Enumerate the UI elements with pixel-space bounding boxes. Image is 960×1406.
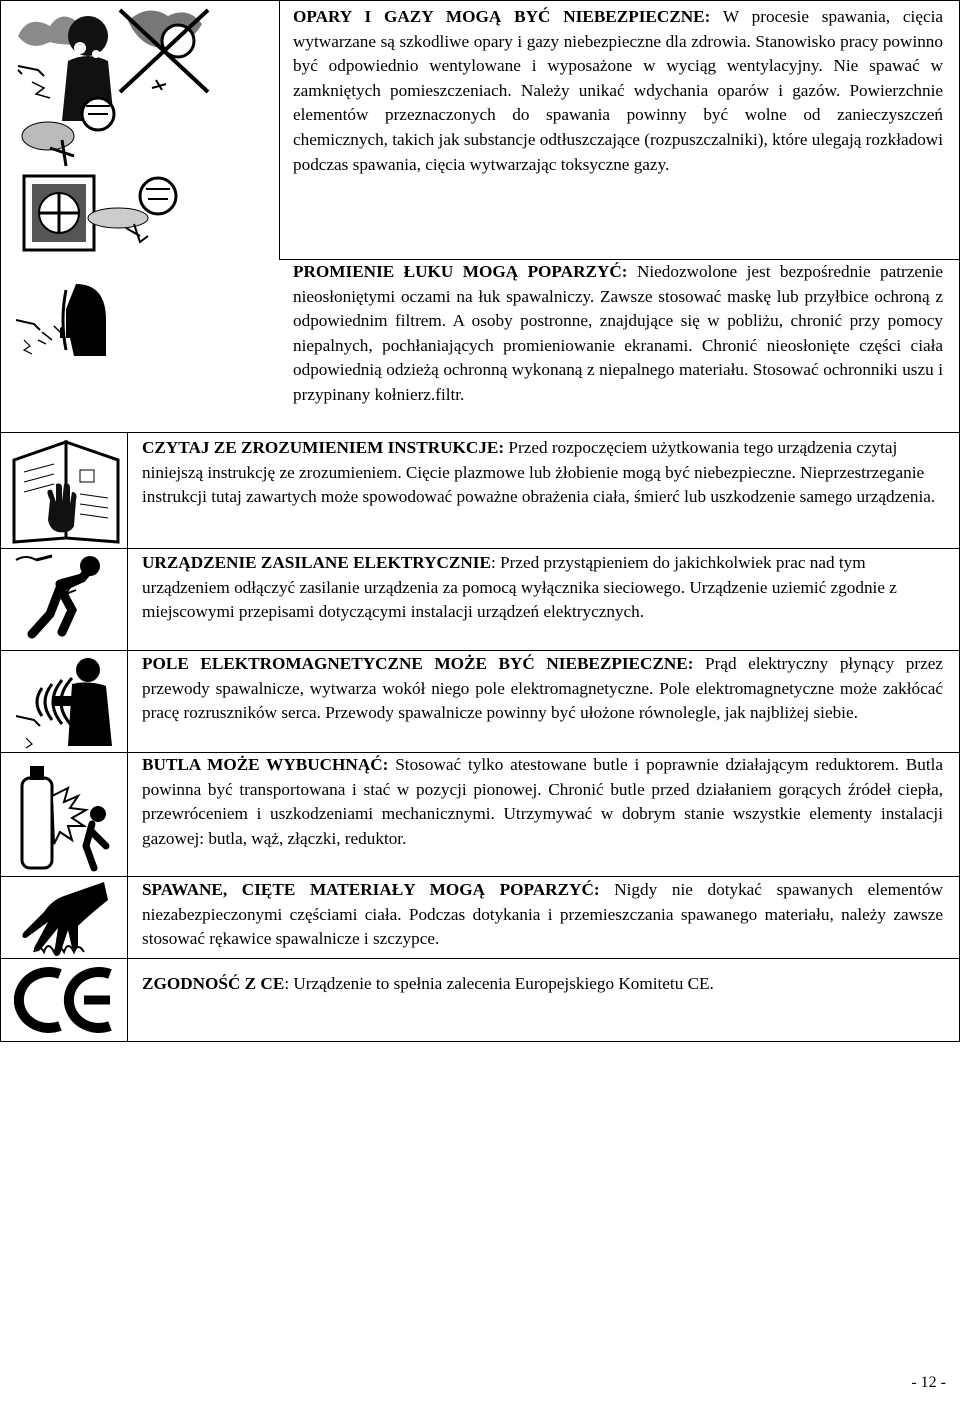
bottom-row-divider [0,650,960,651]
electromagnetic-field-icon [12,654,116,750]
ce-body: : Urządzenie to spełnia zalecenia Europejskiego Komitetu CE. [284,974,714,993]
bottom-row-divider [0,876,960,877]
fumes-body: W procesie spawania, cięcia wytwarzane są szkodliwe opary i gazy niebezpieczne dla zdrowia. Stanowisko pracy powinno być odpowiednio wentylowane i wyposażone w wyciąg wentylacyjny. Nie spawać w zamkniętych pomieszczeniach. Należy unikać wdychania oparów i gazów. Powierzchnie elementów przeznaczonych do spawania powinny być wolne od zanieczyszczeń chemicznych, takich jak substancje odtłuszczające (rozpuszczalniki), które ulegają rozkładowi podczas spawania, cięcia wytwarzając toksyczne gazy. [293,7,943,174]
emf-warning [142,652,943,726]
top-table-divider [279,0,280,260]
read-manual-icon [10,436,122,544]
cylinder-warning [142,753,943,851]
ce-heading: ZGODNOŚĆ Z CE [142,974,285,993]
arc-heading: PROMIENIE ŁUKU MOGĄ POPARZYĆ: [293,262,628,281]
arc-body: Niedozwolone jest bezpośrednie patrzenie nieosłoniętymi oczami na łuk spawalniczy. Zawsze stosować maskę lub przyłbice ochroną z odpowiednim filtrem. A osoby postronne, znajdujące się w pobliżu, chronić przy pomocy niepalnych, pochłaniających promieniowanie ekranami. Chronić nieosłonięte części ciała odpowiednią odzieżą ochronną wykonaną z niepalnego materiału. Stosować ochronniki uszu i przypinany kołnierz.filtr. [293,262,943,404]
hot-body: Nigdy nie dotykać spawanych elementów niezabezpieczonymi częściami ciała. Podczas dotykania i przemieszczania spawanego materiału, należy zawsze stosować rękawice spawalnicze i szczypce. [142,880,943,949]
arc-warning [293,260,943,408]
cylinder-heading: BUTLA MOŻE WYBUCHNĄĆ: [142,755,389,774]
fumes-heading: OPARY I GAZY MOGĄ BYĆ NIEBEZPIECZNE: [293,7,711,26]
manual-body: Przed rozpoczęciem użytkowania tego urządzenia czytaj niniejszą instrukcję ze zrozumieniem. Cięcie plazmowe lub żłobienie mogą być niebezpieczne. Nieprzestrzeganie instrukcji tutaj zawartych może spowodować poważne obrażenia ciała, śmierć lub uszkodzenie samego urządzenia. [142,438,936,507]
electric-shock-icon [14,552,114,648]
electric-heading: URZĄDZENIE ZASILANE ELEKTRYCZNIE [142,553,491,572]
bottom-row-divider [0,958,960,959]
manual-heading: CZYTAJ ZE ZROZUMIENIEM INSTRUKCJE: [142,438,505,457]
arc-rays-icon [12,280,112,360]
hot-surface-hand-icon [14,878,114,956]
ce-warning [142,972,943,997]
ce-mark-icon [14,964,118,1036]
cylinder-explosion-icon [18,756,112,872]
cylinder-body: Stosować tylko atestowane butle i poprawnie działającym reduktorem. Butla powinna być transportowana i stać w pozycji pionowej. Chronić butle przed działaniem gorących źródeł ciepła, przewróceniem i uszkodzeniami mechanicznymi. Utrzymywać w dobrym stanie wszystkie elementy instalacji gazowej: butla, wąż, złączki, reduktor. [142,755,943,848]
hot-warning [142,878,943,952]
bottom-table-divider [127,432,128,1042]
hot-heading: SPAWANE, CIĘTE MATERIAŁY MOGĄ POPARZYĆ: [142,880,600,899]
emf-heading: POLE ELEKTROMAGNETYCZNE MOŻE BYĆ NIEBEZPIECZNE: [142,654,694,673]
bottom-row-divider [0,548,960,549]
fumes-icon [8,6,270,252]
fumes-warning [293,5,943,177]
page-number: - 12 - [911,1374,946,1391]
emf-body: Prąd elektryczny płynący przez przewody spawalnicze, wytwarza wokół niego pole elektromagnetyczne. Pole elektromagnetyczne może zakłócać pracę rozruszników serca. Przewody spawalnicze powinny być ułożone równolegle, jak najbliżej siebie. [142,654,944,723]
manual-warning [142,436,942,510]
electric-body: : Przed przystąpieniem do jakichkolwiek prac nad tym urządzeniem odłączyć zasilanie urządzenia za pomocą wyłącznika sieciowego. Urządzenie uziemić zgodnie z miejscowymi przepisami dotyczącymi instalacji urządzeń elektrycznych. [142,553,897,622]
electric-warning [142,551,942,625]
